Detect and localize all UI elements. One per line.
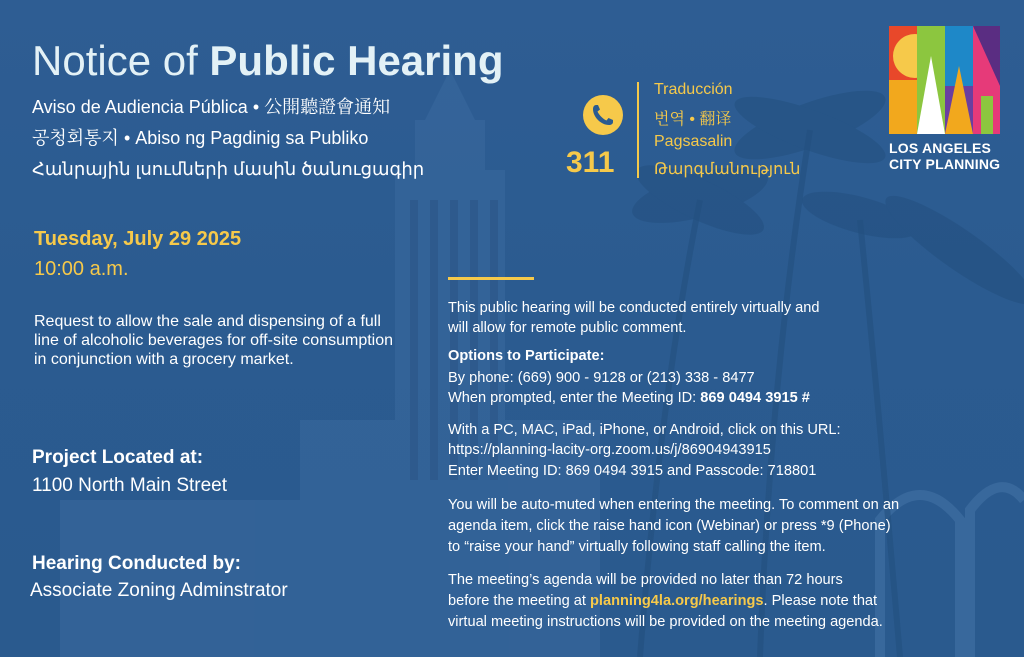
hearing-date: Tuesday, July 29 2025 bbox=[34, 228, 242, 250]
request-description: Request to allow the sale and dispensing of a full line of alcoholic beverages for off-site consumption in conjunction with a grocery market. bbox=[34, 313, 394, 368]
mute-instructions: agenda item, click the raise hand icon (Webinar) or press *9 (Phone) bbox=[448, 518, 891, 534]
phone-icon bbox=[583, 95, 623, 135]
page-title bbox=[32, 38, 503, 84]
agenda-text-pre: before the meeting at bbox=[448, 593, 590, 609]
hearing-time: 10:00 a.m. bbox=[34, 258, 129, 280]
title-light: Notice of bbox=[32, 37, 210, 84]
translation-service-line: Թարգմանություն bbox=[654, 161, 801, 178]
translation-line: 공청회통지 • Abiso ng Pagdinig sa Publiko bbox=[32, 128, 369, 148]
title-bold: Public Hearing bbox=[209, 37, 504, 84]
intro-text: will allow for remote public comment. bbox=[448, 320, 687, 336]
hearings-link[interactable]: planning4la.org/hearings bbox=[589, 593, 764, 609]
translation-service-line: Traducción bbox=[654, 81, 733, 98]
intro-text: This public hearing will be conducted entirely virtually and bbox=[448, 300, 820, 316]
meeting-id: 869 0494 3915 # bbox=[700, 390, 810, 406]
conductor-value: Associate Zoning Adminstrator bbox=[30, 580, 288, 601]
divider bbox=[637, 82, 639, 178]
logo-line2: CITY PLANNING bbox=[889, 156, 1001, 172]
meeting-credentials: Enter Meeting ID: 869 0494 3915 and Passcode: 718801 bbox=[448, 463, 817, 479]
agenda-text-post: . Please note that bbox=[763, 593, 878, 609]
translation-line: Հանրային լսումների մասին ծանուցագիր bbox=[32, 159, 425, 179]
agenda-text bbox=[448, 592, 877, 611]
project-heading: Project Located at: bbox=[32, 447, 204, 468]
mute-instructions: You will be auto-muted when entering the meeting. To comment on an bbox=[448, 497, 900, 513]
project-address: 1100 North Main Street bbox=[32, 475, 228, 496]
logo-line1: LOS ANGELES bbox=[889, 140, 992, 156]
mute-instructions: to “raise your hand” virtually following staff calling the item. bbox=[448, 539, 826, 555]
conductor-heading: Hearing Conducted by: bbox=[32, 553, 242, 574]
agenda-text: virtual meeting instructions will be provided on the meeting agenda. bbox=[448, 614, 883, 630]
translation-service-line: Pagsasalin bbox=[654, 133, 733, 150]
la-city-planning-logo bbox=[889, 26, 1000, 134]
divider bbox=[448, 277, 534, 280]
agenda-text: The meeting’s agenda will be provided no later than 72 hours bbox=[448, 572, 843, 588]
meeting-id-line bbox=[448, 389, 810, 408]
pc-instructions: With a PC, MAC, iPad, iPhone, or Android, click on this URL: bbox=[448, 422, 841, 438]
options-heading: Options to Participate: bbox=[448, 348, 605, 364]
zoom-url[interactable]: https://planning-lacity-org.zoom.us/j/86904943915 bbox=[448, 442, 771, 458]
phone-options: By phone: (669) 900 - 9128 or (213) 338 - 8477 bbox=[448, 370, 755, 386]
logo-text bbox=[889, 140, 1001, 172]
phone-number: 311 bbox=[566, 146, 615, 179]
translation-service-line: 번역 • 翻译 bbox=[654, 111, 732, 128]
meeting-id-label: When prompted, enter the Meeting ID: bbox=[448, 390, 697, 406]
translation-line: Aviso de Audiencia Pública • 公開聽證會通知 bbox=[32, 97, 391, 117]
